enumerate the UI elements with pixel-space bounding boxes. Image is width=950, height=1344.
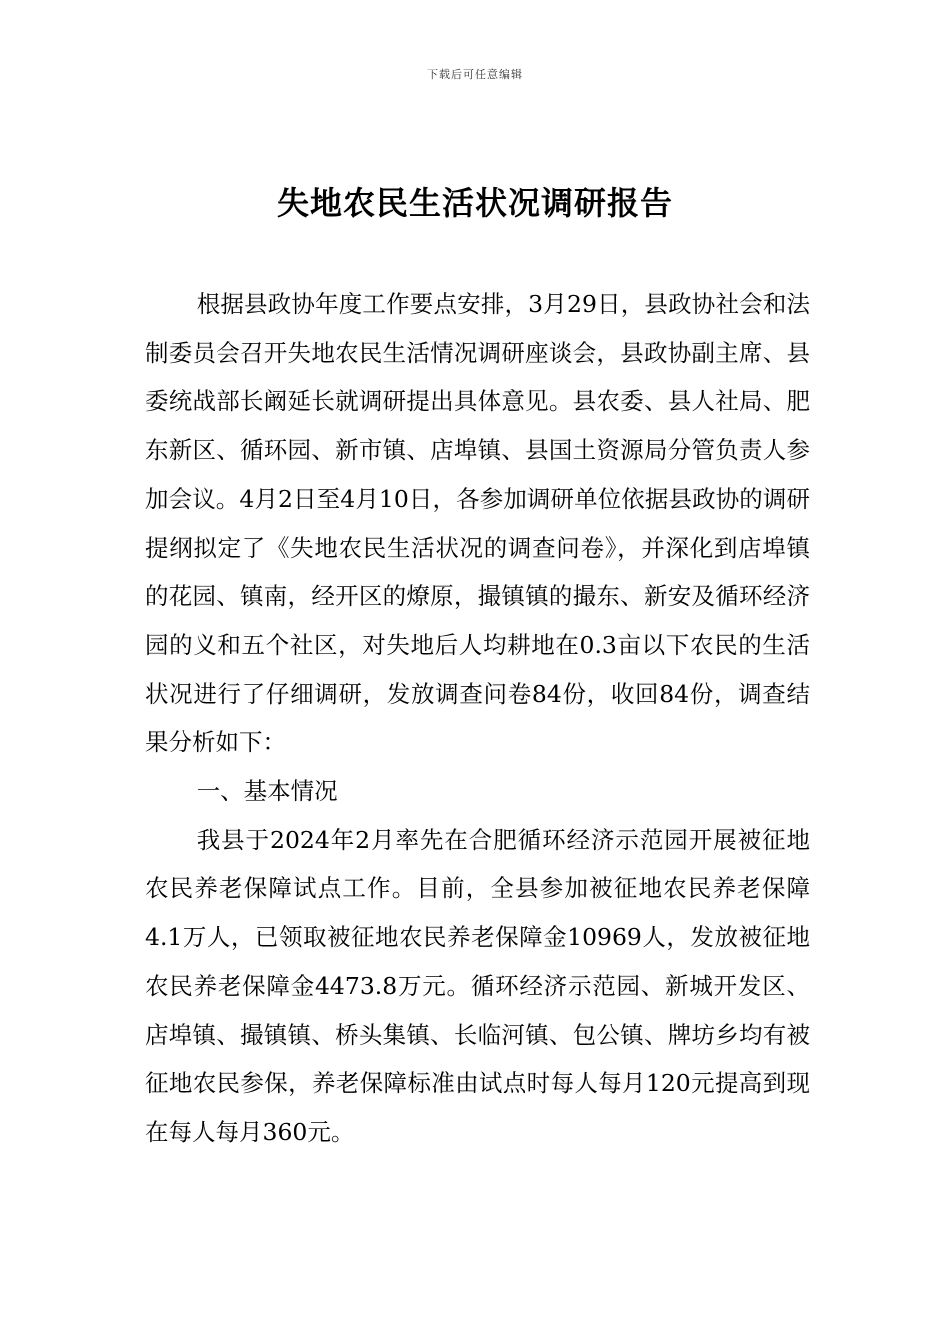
- document-body: [145, 280, 810, 1157]
- intro-paragraph: 根据县政协年度工作要点安排，3月29日，县政协社会和法制委员会召开失地农民生活情况调研座谈会，县政协副主席、县委统战部长阚延长就调研提出具体意见。县农委、县人社局、肥东新区、循环园、新市镇、店埠镇、县国土资源局分管负责人参加会议。4月2日至4月10日，各参加调研单位依据县政协的调研提纲拟定了《失地农民生活状况的调查问卷》，并深化到店埠镇的花园、镇南，经开区的燎原，撮镇镇的撮东、新安及循环经济园的义和五个社区，对失地后人均耕地在0.3亩以下农民的生活状况进行了仔细调研，发放调查问卷84份，收回84份，调查结果分析如下：: [145, 290, 810, 757]
- header-note: 下载后可任意编辑: [427, 68, 523, 81]
- document-title: 失地农民生活状况调研报告: [276, 184, 673, 222]
- basic-situation-paragraph: 我县于2024年2月率先在合肥循环经济示范园开展被征地农民养老保障试点工作。目前，全县参加被征地农民养老保障4.1万人，已领取被征地农民养老保障金10969人，发放被征地农民养老保障金4473.8万元。循环经济示范园、新城开发区、店埠镇、撮镇镇、桥头集镇、长临河镇、包公镇、牌坊乡均有被征地农民参保，养老保障标准由试点时每人每月120元提高到现在每人每月360元。: [145, 825, 810, 1146]
- section-heading-basic-situation: 一、基本情况: [196, 777, 338, 806]
